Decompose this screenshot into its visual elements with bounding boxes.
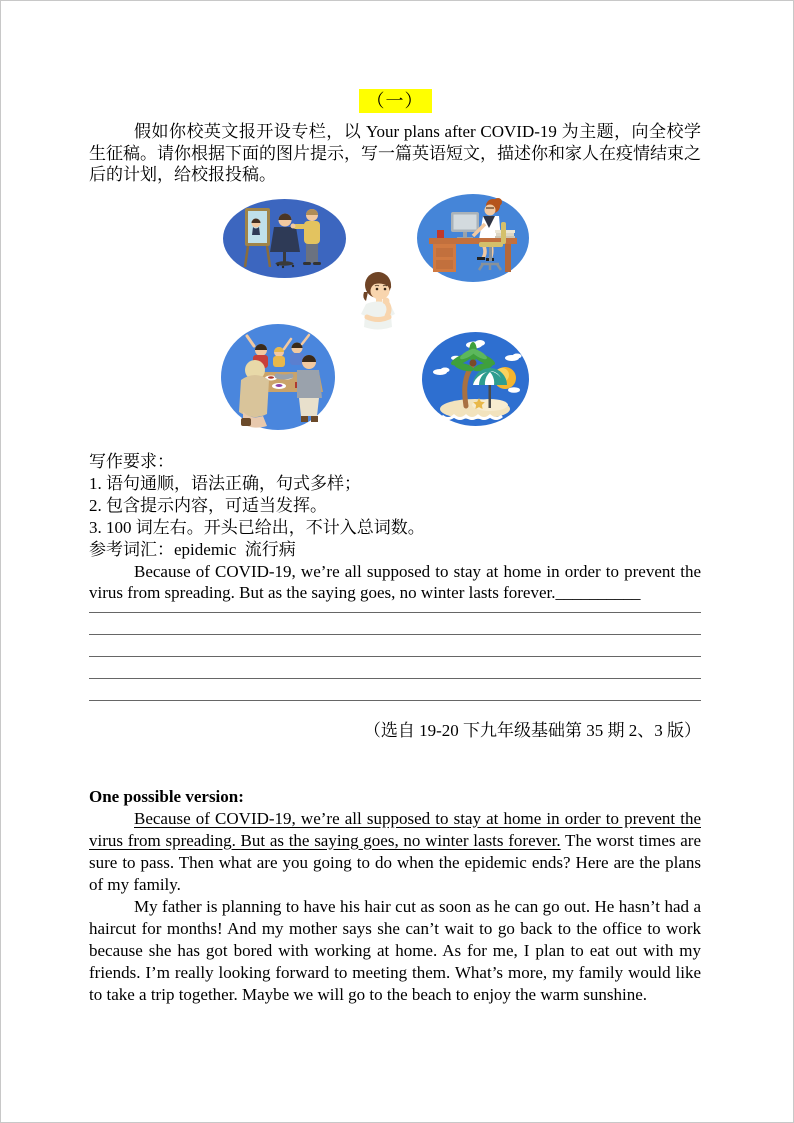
thinking-boy-illustration [353,270,403,340]
title-row [89,89,701,113]
source-attribution: （选自 19-20 下九年级基础第 35 期 2、3 版） [363,720,701,740]
dinner-icon [221,324,335,430]
requirement-item-1: 1. 语句通顺，语法正确，句式多样； [89,473,361,493]
page-content [1,1,793,1006]
reference-vocabulary: 参考词汇：epidemic 流行病 [89,539,296,559]
essay-starter-paragraph [89,561,701,604]
office-icon [417,194,529,282]
requirements-heading: 写作要求： [89,451,174,471]
haircut-illustration [223,199,346,278]
answer-para1-rest: The worst times are sure to pass. Then what are you going to do when the epidemic ends? Here are the plans of my family. [89,830,702,894]
answer-heading: One possible version: [89,786,244,806]
office-illustration [417,194,529,282]
prompt-paragraph: 假如你校英文报开设专栏，以 Your plans after COVID-19 为主题，向全校学生征稿。请你根据下面的图片提示，写一篇英语短文，描述你和家人在疫情结束之后的计划，给校报投稿。 [89,122,701,184]
writing-line [89,679,701,701]
starter-blank: __________ [555,583,641,602]
answer-paragraph-1 [89,808,701,896]
picture-hints-figure [89,194,701,439]
answer-para1-underlined: Because of COVID-19, we’re all supposed to stay at home in order to prevent the virus from spreading. But as the saying goes, no winter lasts forever. [89,808,701,850]
section-title-highlighted: （一） [359,89,432,113]
writing-line [89,635,701,657]
writing-line [89,613,701,635]
dinner-illustration [221,324,335,430]
answer-paragraph-2: My father is planning to have his hair cut as soon as he can go out. He hasn’t had a haircut for months! And my mother says she can’t wait to go back to the office to work because she has got bored with working at home. As for me, I plan to eat out with my friends. I’m really looking forward to meeting them. What’s more, my family would like to take a trip together. Maybe we will go to the beach to enjoy the warm sunshine. [89,896,701,1004]
beach-illustration [422,332,529,426]
requirement-item-2: 2. 包含提示内容，可适当发挥。 [89,495,327,515]
haircut-icon [223,199,346,278]
writing-requirements [89,451,701,561]
requirement-item-3: 3. 100 词左右。开头已给出，不计入总词数。 [89,517,425,537]
thinking-boy-icon [353,270,403,340]
beach-icon [422,332,529,426]
starter-text: Because of COVID-19, we’re all supposed to stay at home in order to prevent the virus from spreading. But as the saying goes, no winter lasts forever. [89,561,701,602]
writing-line [89,657,701,679]
writing-line [89,604,701,613]
writing-lines [89,604,701,701]
